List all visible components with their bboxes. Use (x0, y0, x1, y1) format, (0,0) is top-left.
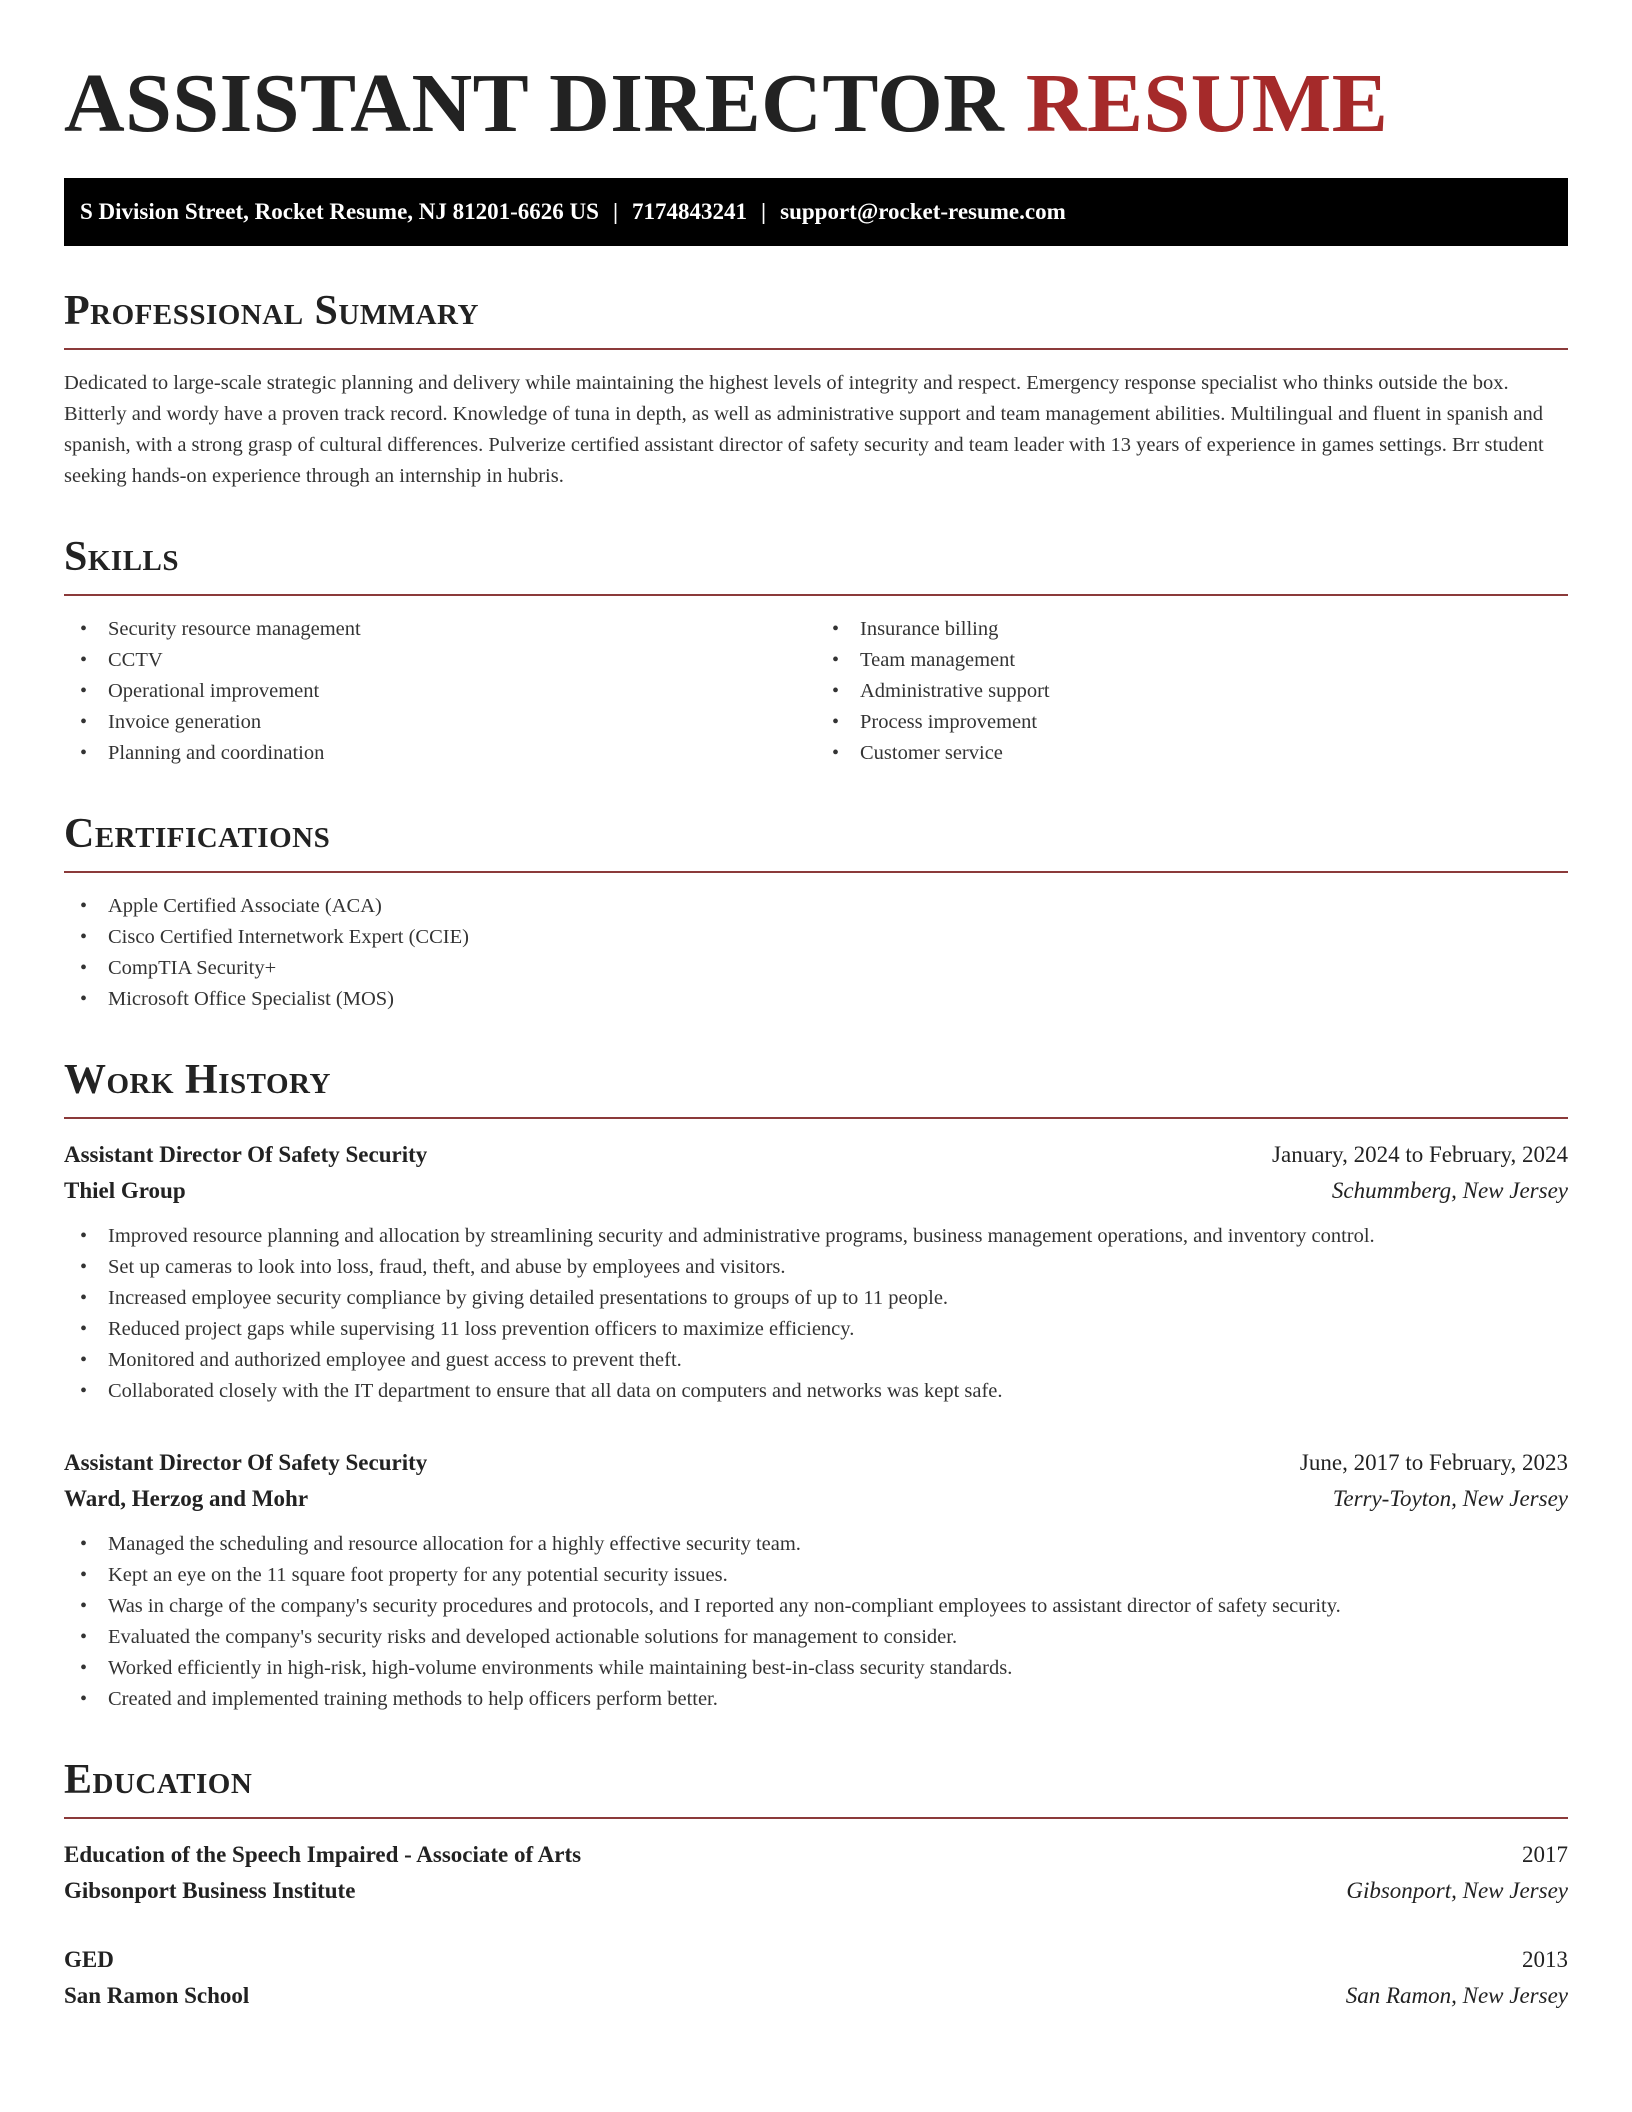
skill-item: • Planning and coordination (64, 738, 816, 769)
title-accent: RESUME (1025, 57, 1389, 150)
job-location: Terry-Toyton, New Jersey (1332, 1486, 1568, 1511)
job-bullet: • Reduced project gaps while supervising 11 loss prevention officers to maximize efficiency. (64, 1314, 1568, 1345)
job-entry (64, 1445, 1568, 1715)
job-title: Assistant Director Of Safety Security (64, 1142, 428, 1167)
summary-section (64, 286, 1568, 492)
certification-item: • CompTIA Security+ (64, 953, 1568, 984)
contact-email: support@rocket-resume.com (780, 199, 1066, 224)
skill-item: • Administrative support (816, 676, 1568, 707)
job-dates: June, 2017 to February, 2023 (1299, 1450, 1568, 1475)
skill-item: • CCTV (64, 645, 816, 676)
certification-item: • Cisco Certified Internetwork Expert (CCIE) (64, 922, 1568, 953)
work-history-heading: Work History (64, 1055, 1568, 1119)
contact-separator: | (761, 199, 767, 224)
job-company-row (64, 1173, 1568, 1209)
job-bullet: • Monitored and authorized employee and guest access to prevent theft. (64, 1345, 1568, 1376)
skill-item: • Security resource management (64, 614, 816, 645)
education-school-row (64, 1978, 1568, 2014)
job-bullet: • Managed the scheduling and resource allocation for a highly effective security team. (64, 1529, 1568, 1560)
job-title: Assistant Director Of Safety Security (64, 1450, 428, 1475)
skill-item: • Process improvement (816, 707, 1568, 738)
job-bullet: • Kept an eye on the 11 square foot property for any potential security issues. (64, 1560, 1568, 1591)
skills-section (64, 532, 1568, 769)
job-location: Schummberg, New Jersey (1331, 1178, 1568, 1203)
education-location: Gibsonport, New Jersey (1346, 1878, 1568, 1903)
job-bullets (64, 1529, 1568, 1715)
certification-item: • Microsoft Office Specialist (MOS) (64, 984, 1568, 1015)
education-school-row (64, 1873, 1568, 1909)
job-bullet: • Was in charge of the company's security procedures and protocols, and I reported any non-compliant employees to assistant director of safety security. (64, 1591, 1568, 1622)
job-bullet: • Collaborated closely with the IT department to ensure that all data on computers and networks was kept safe. (64, 1376, 1568, 1407)
contact-separator: | (612, 199, 619, 224)
job-header-row (64, 1445, 1568, 1481)
work-history-section (64, 1055, 1568, 1715)
skills-list-left (64, 614, 816, 769)
summary-text: Dedicated to large-scale strategic planning and delivery while maintaining the highest levels of integrity and respect. Emergency response specialist who thinks outside the box. Bitterly and wordy have a proven track record. Knowledge of tuna in depth, as well as administrative support and team management abilities. Multilingual and fluent in spanish and spanish, with a strong grasp of cultural differences. Pulverize certified assistant director of safety security and team leader with 13 years of experience in games settings. Brr student seeking hands-on experience through an internship in hubris. (64, 372, 1544, 487)
skill-item: • Team management (816, 645, 1568, 676)
job-bullet: • Set up cameras to look into loss, fraud, theft, and abuse by employees and visitors. (64, 1252, 1568, 1283)
title-main: ASSISTANT DIRECTOR (64, 57, 1005, 150)
education-entry (64, 1837, 1568, 1909)
job-bullet: • Evaluated the company's security risks and developed actionable solutions for management to consider. (64, 1622, 1568, 1653)
job-company-row (64, 1481, 1568, 1517)
certifications-section (64, 809, 1568, 1015)
education-school: Gibsonport Business Institute (64, 1878, 356, 1903)
job-company: Thiel Group (64, 1178, 186, 1203)
skill-item: • Operational improvement (64, 676, 816, 707)
job-bullet: • Created and implemented training methods to help officers perform better. (64, 1684, 1568, 1715)
education-entry (64, 1942, 1568, 2014)
skill-item: • Customer service (816, 738, 1568, 769)
skills-list-right (816, 614, 1568, 769)
resume-title (64, 0, 1568, 150)
education-section (64, 1755, 1568, 2014)
skill-item: • Invoice generation (64, 707, 816, 738)
education-degree-row (64, 1837, 1568, 1873)
education-school: San Ramon School (64, 1983, 250, 2008)
education-degree: Education of the Speech Impaired - Associate of Arts (64, 1842, 582, 1867)
education-year: 2017 (1522, 1842, 1568, 1867)
job-bullets (64, 1221, 1568, 1407)
education-degree: GED (64, 1947, 114, 1972)
job-bullet: • Worked efficiently in high-risk, high-volume environments while maintaining best-in-class security standards. (64, 1653, 1568, 1684)
job-bullet: • Improved resource planning and allocation by streamlining security and administrative programs, business management operations, and inventory control. (64, 1221, 1568, 1252)
skills-heading: Skills (64, 532, 1568, 596)
job-dates: January, 2024 to February, 2024 (1272, 1142, 1568, 1167)
job-bullet: • Increased employee security compliance by giving detailed presentations to groups of up to 11 people. (64, 1283, 1568, 1314)
education-location: San Ramon, New Jersey (1345, 1983, 1568, 2008)
contact-bar (64, 178, 1568, 246)
certifications-list (64, 891, 1568, 1015)
contact-phone: 7174843241 (632, 199, 748, 224)
job-company: Ward, Herzog and Mohr (64, 1486, 309, 1511)
certifications-heading: Certifications (64, 809, 1568, 873)
skill-item: • Insurance billing (816, 614, 1568, 645)
job-entry (64, 1137, 1568, 1407)
job-header-row (64, 1137, 1568, 1173)
education-heading: Education (64, 1755, 1568, 1819)
contact-address: S Division Street, Rocket Resume, NJ 81201-6626 US (80, 199, 599, 224)
education-year: 2013 (1522, 1947, 1568, 1972)
summary-heading: Professional Summary (64, 286, 1568, 350)
education-degree-row (64, 1942, 1568, 1978)
certification-item: • Apple Certified Associate (ACA) (64, 891, 1568, 922)
skills-grid (64, 596, 1568, 769)
